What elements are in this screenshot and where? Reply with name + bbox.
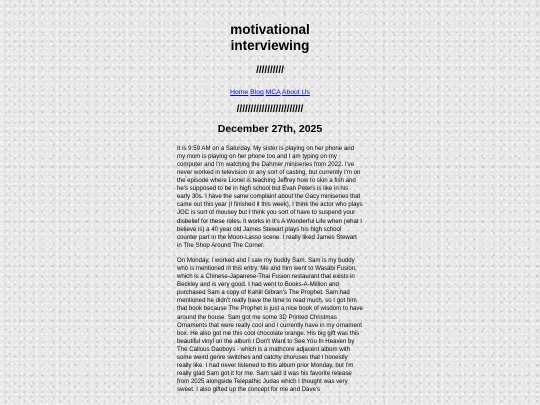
site-title — [177, 22, 363, 54]
divider-bottom: //////////////////////// — [236, 104, 304, 115]
post-body — [177, 145, 363, 395]
nav-link-about-us[interactable]: About Us — [281, 89, 310, 96]
content-column — [177, 0, 363, 402]
post-paragraph-2: On Monday, I worked and I saw my buddy Sam. Sam is my buddy who is mentioned in this entry. Me and him went to Wasabi Fusion, which is a Chinese-Japanese-Thai Fusion restaurant that exists in Beckley and is very good. I had went to Books-A-Million and purchased Sam a copy of Kahlil Gibran's The Prophet. Sam had mentioned he didn't really have the time to read much, so I got him that book because The Prophet is just a nice book of wisdom to have around the house. Sam got me some 3D Printed Christmas Ornaments that were really cool and I currently have in my ornament box. He also got me this cool chocolate orange. His big gift was this beautiful vinyl on the album I Don't Want to See You In Heaven by The Callous Daoboys - which is a mathcore adjacent album with some weird genre switches and catchy choruses that I honestly really like. I had never listened to this album prior Monday, but I'm really glad Sam got it for me. Sam said it was his favorite release from 2025 alongside Telepathic Judas which I thought was very sweet. I also gifted up the concept for me and Dave's — [177, 256, 363, 394]
site-title-line-1: motivational — [230, 22, 310, 37]
divider-top: ////////// — [256, 65, 284, 76]
post-paragraph-1: It is 9:59 AM on a Saturday. My sister is playing on her phone and my mom is playing on her phone too and I am typing on my computer and I'm watching the Dahmer miniseries from 2022. I've never worked in television or any sort of casting, but currently I'm on the episode where Lionel is teaching Jeffrey how to skin a fish and he's supposed to be in high school but Evan Peters is like in his early 30s. I have the same complaint about the Gacy miniseries that came out this year (I finished it this week), I think the actor who plays JGC is sort of mousey but I think you sort of have to suspend your disbelief for these roles. It works in It's A Wonderful Life when (what I believe is) a 40 year old James Stewart plays his high school counter part in the Moon-Lasso scene. I really liked James Stewart in The Shop Around The Corner. — [177, 144, 363, 249]
nav-link-mca[interactable]: MCA — [265, 89, 281, 96]
nav-link-blog[interactable]: Blog — [250, 89, 264, 96]
nav-link-home[interactable]: Home — [230, 89, 249, 96]
post-date: December 27th, 2025 — [217, 123, 323, 135]
nav-bar — [177, 88, 363, 97]
site-title-line-2: interviewing — [230, 38, 310, 53]
